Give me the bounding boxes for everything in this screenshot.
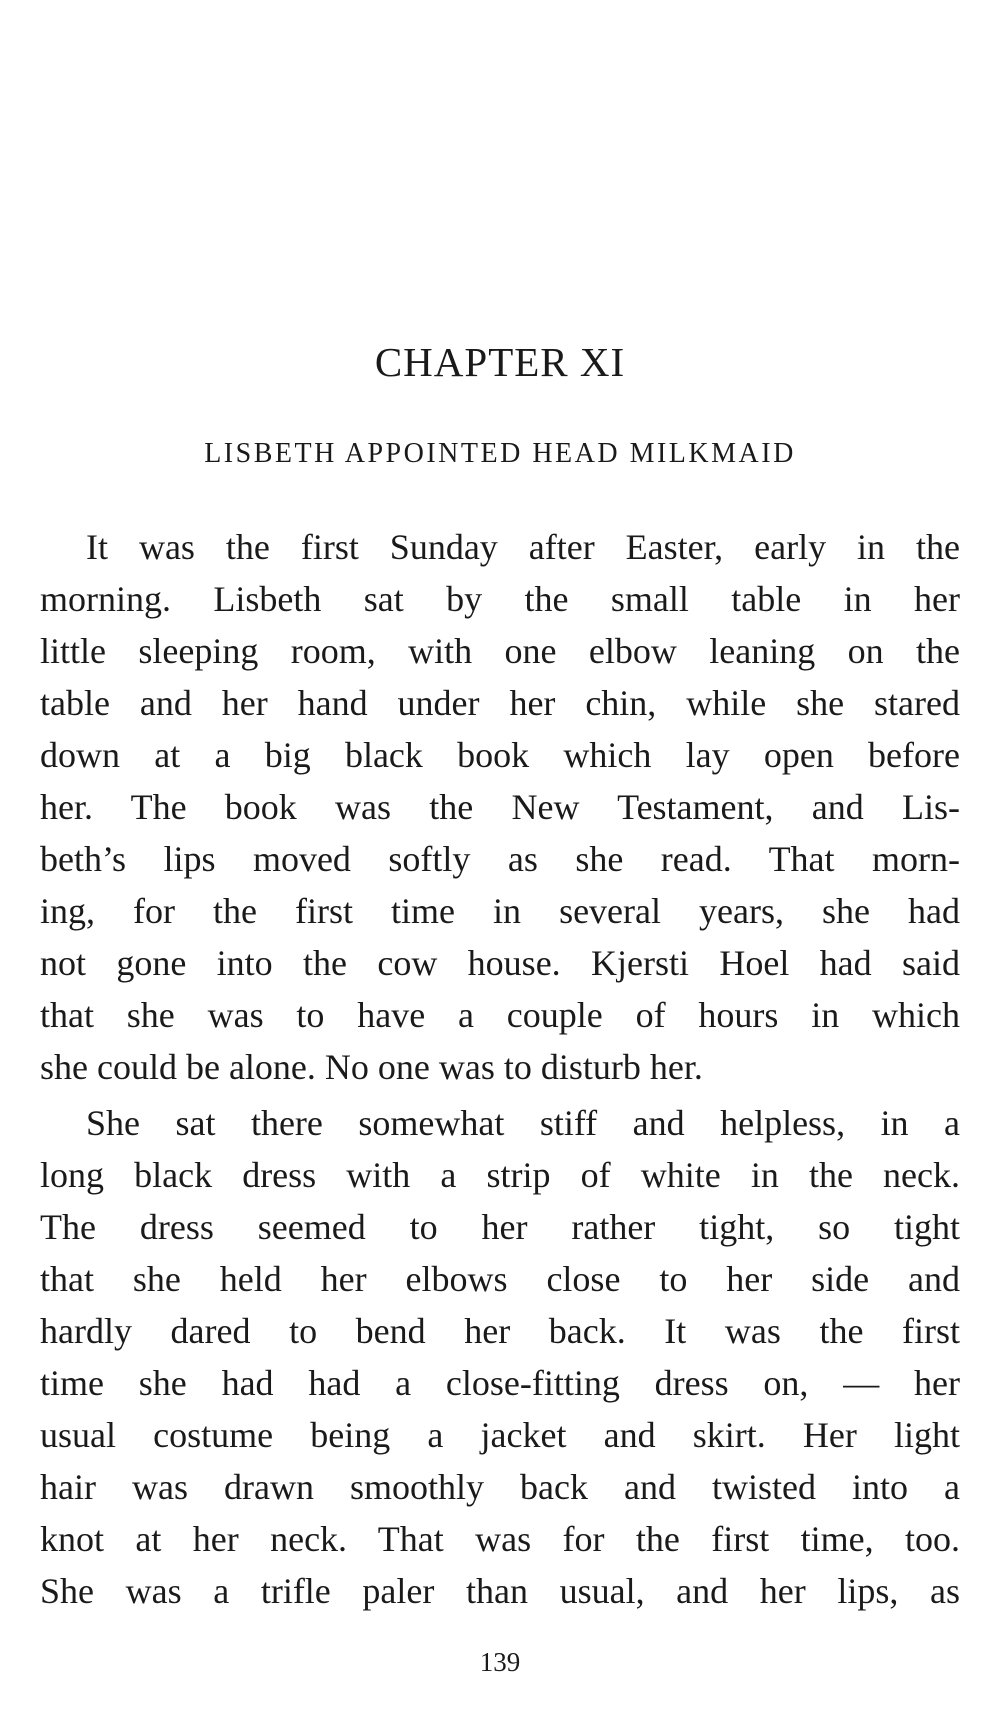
text-line: knot at her neck. That was for the first time, too. bbox=[40, 1519, 960, 1559]
book-page bbox=[40, 0, 960, 1726]
text-line: table and her hand under her chin, while she stared bbox=[40, 683, 960, 723]
text-line: hair was drawn smoothly back and twisted into a bbox=[40, 1467, 960, 1507]
text-line: ing, for the first time in several years, she had bbox=[40, 891, 960, 931]
text-line: It was the first Sunday after Easter, early in the bbox=[86, 527, 960, 567]
text-line: down at a big black book which lay open before bbox=[40, 735, 960, 775]
text-line: she could be alone. No one was to disturb her. bbox=[40, 1047, 703, 1087]
text-line: little sleeping room, with one elbow leaning on the bbox=[40, 631, 960, 671]
text-line: morning. Lisbeth sat by the small table in her bbox=[40, 579, 960, 619]
text-line: time she had had a close-fitting dress on, — her bbox=[40, 1363, 960, 1403]
paragraph-1 bbox=[40, 521, 960, 1093]
text-line: that she held her elbows close to her side and bbox=[40, 1259, 960, 1299]
text-line: She sat there somewhat stiff and helpless, in a bbox=[86, 1103, 960, 1143]
text-line: hardly dared to bend her back. It was the first bbox=[40, 1311, 960, 1351]
text-line: long black dress with a strip of white in the neck. bbox=[40, 1155, 960, 1195]
text-line: The dress seemed to her rather tight, so tight bbox=[40, 1207, 960, 1247]
text-line: She was a trifle paler than usual, and her lips, as bbox=[40, 1571, 960, 1611]
text-line: not gone into the cow house. Kjersti Hoel had said bbox=[40, 943, 960, 983]
body-text bbox=[40, 521, 960, 1617]
text-line: usual costume being a jacket and skirt. Her light bbox=[40, 1415, 960, 1455]
chapter-title: LISBETH APPOINTED HEAD MILKMAID bbox=[204, 438, 796, 469]
text-line: that she was to have a couple of hours in which bbox=[40, 995, 960, 1035]
text-line: her. The book was the New Testament, and Lis- bbox=[40, 787, 960, 827]
page-number: 139 bbox=[479, 1647, 521, 1677]
paragraph-2 bbox=[40, 1097, 960, 1617]
chapter-number: CHAPTER XI bbox=[374, 339, 626, 385]
text-line: beth’s lips moved softly as she read. That morn- bbox=[40, 839, 960, 879]
